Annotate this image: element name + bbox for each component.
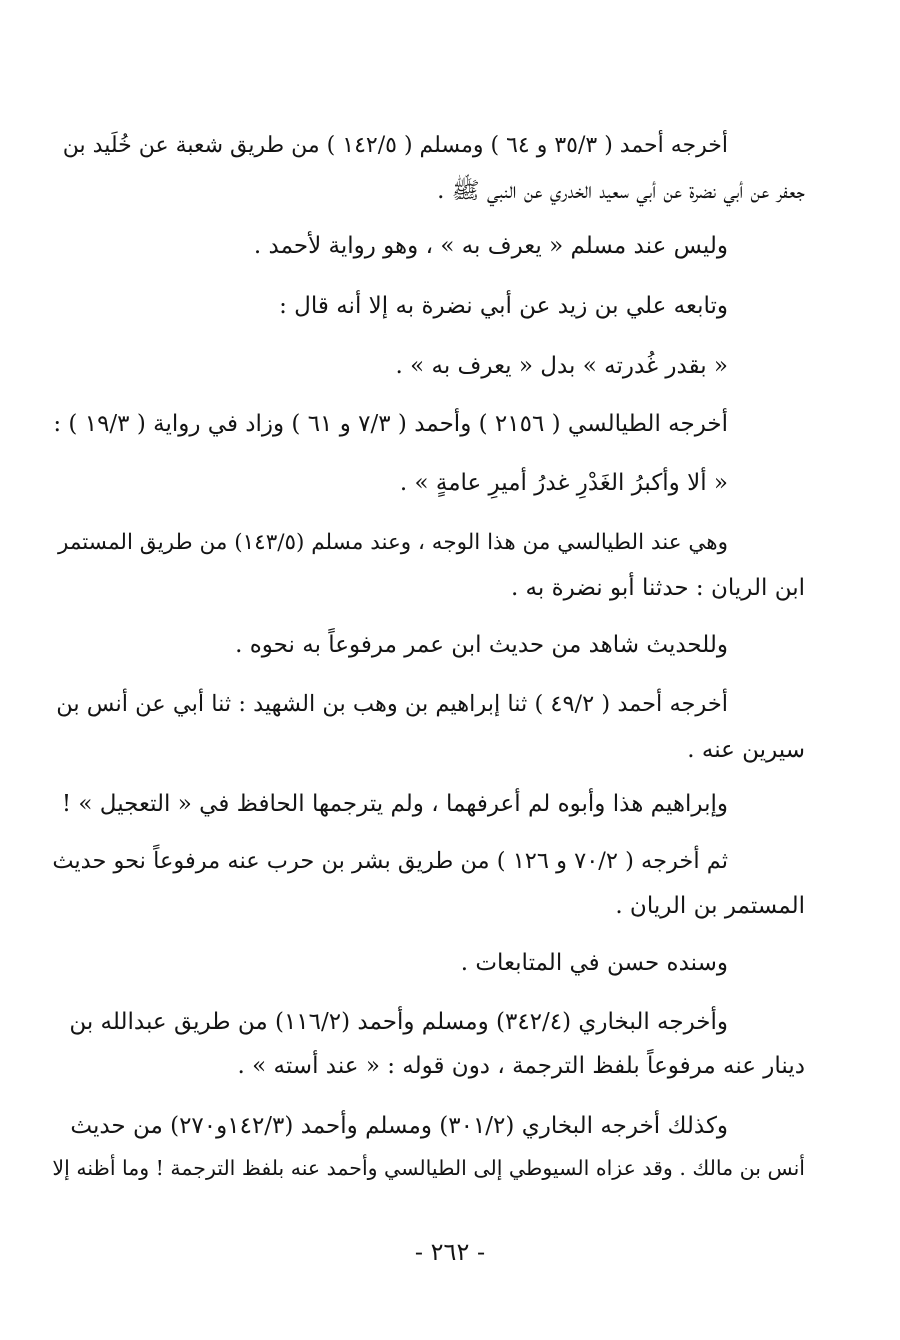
text-line: سيرين عنه . — [687, 737, 805, 763]
text-line: أخرجه أحمد ( ٤٩/٢ ) ثنا إبراهيم بن وهب بن الشهيد : ثنا أبي عن أنس بن — [56, 691, 728, 717]
text-line: وللحديث شاهد من حديث ابن عمر مرفوعاً به نحوه . — [235, 632, 728, 658]
text-line: وهي عند الطيالسي من هذا الوجه ، وعند مسلم (١٤٣/٥) من طريق المستمر — [58, 530, 728, 555]
text-line: وإبراهيم هذا وأبوه لم أعرفهما ، ولم يترجمها الحافظ في « التعجيل » ! — [61, 791, 728, 817]
text-line: وتابعه علي بن زيد عن أبي نضرة به إلا أنه قال : — [279, 293, 728, 319]
text-line: ابن الريان : حدثنا أبو نضرة به . — [510, 575, 805, 601]
text-line: أخرجه أحمد ( ٣٥/٣ و ٦٤ ) ومسلم ( ١٤٢/٥ ) من طريق شعبة عن خُلَيد بن — [62, 133, 728, 158]
text-line: وأخرجه البخاري (٣٤٢/٤) ومسلم وأحمد (١١٦/٢) من طريق عبدالله بن — [69, 1009, 728, 1035]
text-line: دينار عنه مرفوعاً بلفظ الترجمة ، دون قوله : « عند أسته » . — [237, 1053, 805, 1079]
text-line: وكذلك أخرجه البخاري (٣٠١/٢) ومسلم وأحمد (١٤٢/٣و٢٧٠) من حديث — [70, 1113, 728, 1139]
text-line: وليس عند مسلم « يعرف به » ، وهو رواية لأحمد . — [253, 233, 728, 259]
text-line: أنس بن مالك . وقد عزاه السيوطي إلى الطيالسي وأحمد عنه بلفظ الترجمة ! وما أظنه إلا — [52, 1156, 805, 1180]
text-line: وسنده حسن في المتابعات . — [460, 950, 728, 976]
text-line: ثم أخرجه ( ٧٠/٢ و ١٢٦ ) من طريق بشر بن حرب عنه مرفوعاً نحو حديث — [52, 848, 728, 874]
text-line: أخرجه الطيالسي ( ٢١٥٦ ) وأحمد ( ٧/٣ و ٦١ ) وزاد في رواية ( ١٩/٣ ) : — [53, 411, 728, 437]
text-line: « ألا وأكبرُ الغَدْرِ غدرُ أميرِ عامةٍ » . — [399, 470, 728, 496]
page-number: - ٢٦٢ - — [414, 1238, 486, 1266]
text-line: المستمر بن الريان . — [615, 893, 805, 919]
text-line: جعفر عن أبي نضرة عن أبي سعيد الخدري عن النبي ﷺ . — [437, 178, 805, 204]
text-line: « بقدر غُدرته » بدل « يعرف به » . — [395, 353, 728, 379]
